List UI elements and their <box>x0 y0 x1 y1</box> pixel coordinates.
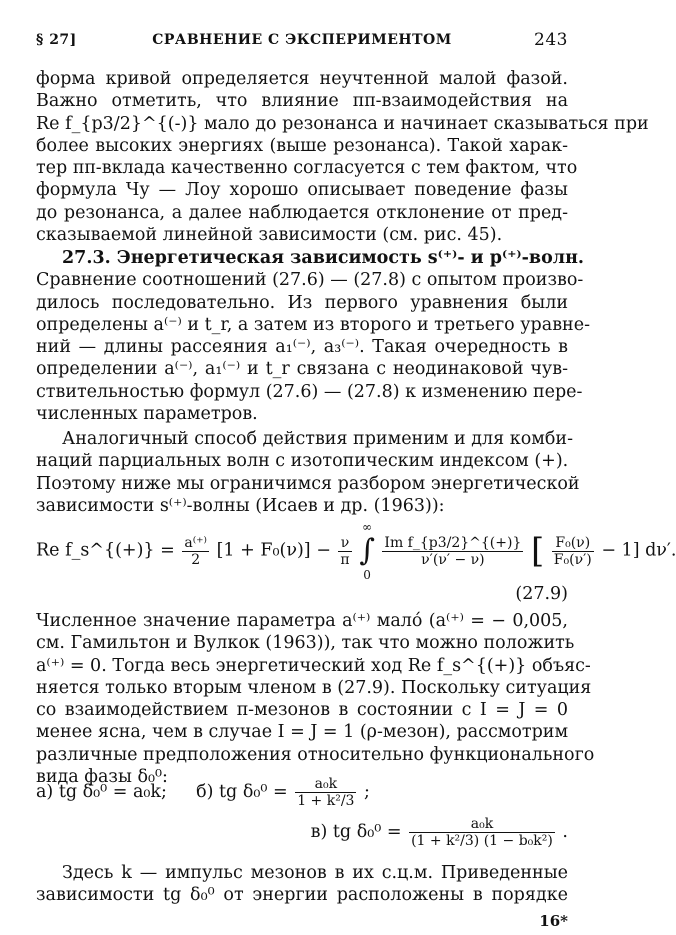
eq-int-lower: 0 <box>363 568 371 582</box>
text-line: няется только вторым членом в (27.9). Поскольку ситуация <box>36 677 592 698</box>
paragraph-5 <box>36 862 568 907</box>
variant-b-den: 1 + k²/3 <box>297 793 355 809</box>
text-line: наций парциальных волн с изотопическим индексом (+). <box>36 451 569 472</box>
variant-c-label: в) tg δ₀⁰ = <box>310 822 402 842</box>
text-line: Аналогичный способ действия применим и для комби- <box>62 429 573 449</box>
eq-int-upper: ∞ <box>362 520 373 534</box>
text-line: формула Чу — Лоу хорошо описывает поведение фазы <box>36 180 568 201</box>
text-line: дилось последовательно. Из первого уравнения были <box>36 292 568 313</box>
variant-b-frac <box>295 776 356 809</box>
variant-b-tail: ; <box>364 782 370 802</box>
eq-frac-2-den: π <box>340 551 350 568</box>
eq-frac-4-den: F₀(ν′) <box>553 551 592 568</box>
eq-lhs: Re f_s^{(+)} <box>36 540 155 561</box>
text-line: зависимости s⁽⁺⁾-волны (Исаев и др. (1963)): <box>36 495 445 516</box>
variant-b-num: a₀k <box>295 776 356 793</box>
text-line: форма кривой определяется неучтенной малой фазой. <box>36 69 568 89</box>
text-line: Сравнение соотношений (27.6) — (27.8) с опытом произво- <box>36 270 584 291</box>
eq-tail: − 1] dν′. <box>601 540 676 561</box>
eq-frac-1-den: 2 <box>191 551 201 568</box>
eq-frac-1-num: a⁽⁺⁾ <box>184 534 207 551</box>
text-line: различные предположения относительно функционального <box>36 744 595 765</box>
running-header <box>36 30 568 52</box>
eq-frac-3-den: ν′(ν′ − ν) <box>421 551 485 568</box>
variant-c-tail: . <box>562 822 568 842</box>
variant-c <box>36 816 568 856</box>
text-line: более высоких энергиях (выше резонанса). Такой харак- <box>36 135 568 156</box>
running-title: СРАВНЕНИЕ С ЭКСПЕРИМЕНТОМ <box>152 32 452 48</box>
text-line: Поэтому ниже мы ограничимся разбором энергетической <box>36 473 580 494</box>
paragraph-1 <box>36 68 649 246</box>
eq-frac-3 <box>382 535 523 568</box>
text-line: сказываемой линейной зависимости (см. рис. 45). <box>36 225 503 246</box>
equation-number: (27.9) <box>515 584 568 604</box>
eq-frac-2 <box>338 535 351 568</box>
variant-c-num: a₀k <box>409 816 555 833</box>
text-line: до резонанса, а далее наблюдается отклонение от пред- <box>36 202 568 223</box>
text-line: Важно отметить, что влияние ππ-взаимодействия на <box>36 91 568 112</box>
equation-27-9 <box>36 510 676 604</box>
text-line: ствительностью формул (27.6) — (27.8) к изменению пере- <box>36 381 583 402</box>
eq-frac-3-num: Im f_{p3/2}^{(+)} <box>384 534 522 551</box>
text-line: Численное значение параметра a⁽⁺⁾ мало́ (a⁽⁺⁾ = − 0,005, <box>36 611 568 631</box>
eq-frac-4-num: F₀(ν) <box>552 535 594 552</box>
text-line: см. Гамильтон и Вулкок (1963)), так что можно положить <box>36 633 575 654</box>
equation-body: Re f_s^{(+)} = $\frac{a^{(+)}}{2}$ [1 + F₀(ν)] − $\frac{\nu}{\pi}$ ∞ ∫ 0 $\frac{\text{Im f\_\{p3/2\}\textasciicircum{}\{(+)\}}}{\nu'(\nu' - \nu)}$ [ $\frac{\text{F₀(ν)}}{\text{F₀(ν′)}}$ − 1] dν′. <box>36 520 676 582</box>
variants-ab <box>36 776 568 816</box>
variant-a: а) tg δ₀⁰ = a₀k; <box>36 782 167 802</box>
text-line: менее ясна, чем в случае I = J = 1 (ρ-мезон), рассмотрим <box>36 722 569 743</box>
signature-mark: 16* <box>539 912 568 930</box>
text-line: тер ππ-вклада качественно согласуется с тем фактом, что <box>36 158 578 179</box>
variant-c-den: (1 + k²/3) (1 − b₀k²) <box>411 833 553 849</box>
eq-integral: ∞ ∫ 0 <box>359 520 375 582</box>
section-27-3 <box>36 247 590 425</box>
paragraph-4 <box>36 610 595 788</box>
text-line: со взаимодействием π-мезонов в состоянии с I = J = 0 <box>36 700 568 721</box>
text-line: определены a⁽⁻⁾ и t_r, а затем из второго и третьего уравне- <box>36 314 590 335</box>
eq-frac-4 <box>552 535 594 568</box>
section-marker: § 27] <box>36 32 77 48</box>
eq-frac-2-num: ν <box>338 535 351 552</box>
text-line: Здесь k — импульс мезонов в их с.ц.м. Приведенные <box>62 863 568 883</box>
page-number: 243 <box>534 30 568 50</box>
paragraph-3 <box>36 428 580 517</box>
text-line: вида фазы δ₀⁰: <box>36 767 168 788</box>
eq-bracket: [1 + F₀(ν)] <box>216 540 311 561</box>
text-line: ний — длины рассеяния a₁⁽⁻⁾, a₃⁽⁻⁾. Такая очередность в <box>36 337 568 358</box>
variant-c-frac <box>409 816 555 849</box>
text-line: a⁽⁺⁾ = 0. Тогда весь энергетический ход Re f_s^{(+)} объяс- <box>36 655 591 676</box>
text-line: зависимости tg δ₀⁰ от энергии расположены в порядке <box>36 885 568 906</box>
section-heading: 27.3. Энергетическая зависимость s⁽⁺⁾- и p⁽⁺⁾-волн. <box>62 248 584 268</box>
variant-b-label: б) tg δ₀⁰ = <box>196 782 288 802</box>
text-line: Re f_{p3/2}^{(-)} мало до резонанса и начинает сказываться при <box>36 113 649 134</box>
text-line: численных параметров. <box>36 404 258 425</box>
eq-frac-1 <box>182 535 209 568</box>
text-line: определении a⁽⁻⁾, a₁⁽⁻⁾ и t_r связана с неодинаковой чув- <box>36 359 568 380</box>
